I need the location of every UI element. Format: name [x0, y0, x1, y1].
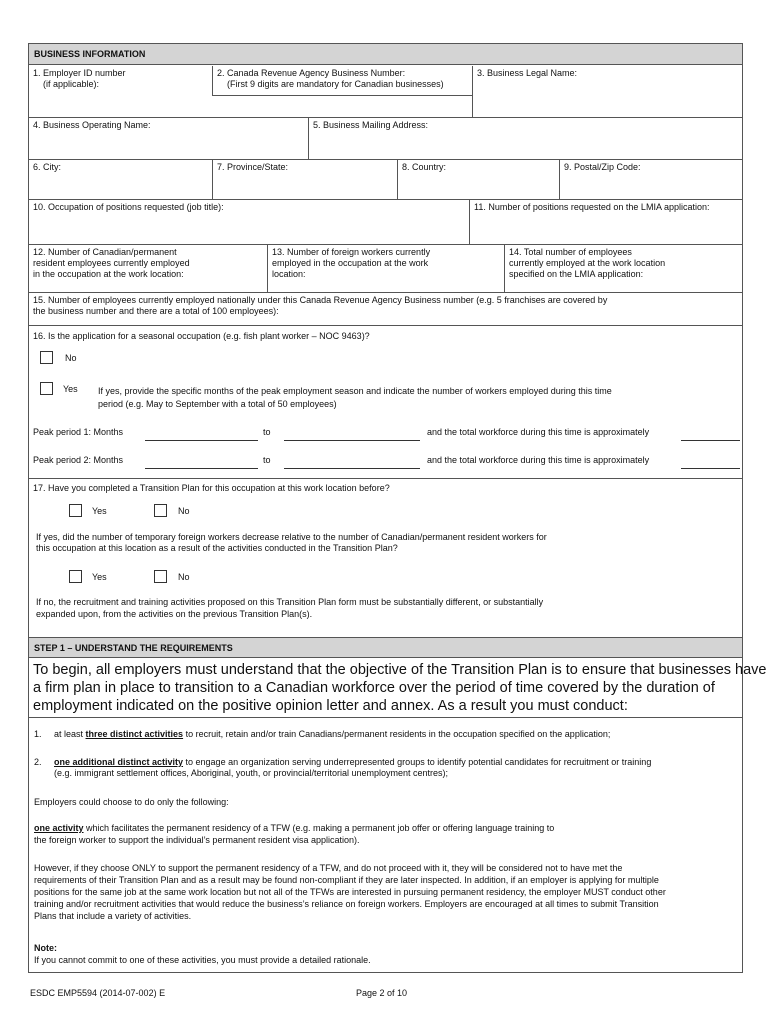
step1-intro-line-3: employment indicated on the positive opinion letter and annex. As a result you must conduct: [33, 698, 628, 714]
note-label: Note: [34, 943, 57, 953]
one-activity-emphasis: one activity [34, 823, 84, 833]
item-2-number: 2. [34, 757, 42, 767]
item-2-text [54, 757, 651, 768]
foreign-workers-label-2: employed in the occupation at the work [272, 258, 429, 268]
business-information-header: BUSINESS INFORMATION [29, 44, 742, 65]
business-mailing-address-label: 5. Business Mailing Address: [313, 120, 429, 130]
item-2-suffix: to engage an organization serving underrepresented groups to identify potential candidates for recruitment or training [183, 757, 652, 767]
however-line-2: requirements of their Transition Plan and as a result may be found non-compliant if they are later inspected. In addition, if an employer is applying for multiple [34, 875, 659, 885]
province-state-field[interactable] [212, 160, 397, 199]
peak-period-2-start-input[interactable] [145, 468, 258, 469]
peak-period-2-workforce-label: and the total workforce during this time is approximately [427, 455, 650, 465]
province-state-label: 7. Province/State: [217, 162, 289, 172]
peak-period-2-end-input[interactable] [284, 468, 420, 469]
q16-no-label: No [65, 353, 77, 363]
q16-question: 16. Is the application for a seasonal occupation (e.g. fish plant worker – NOC 9463)? [33, 331, 370, 341]
q17-no-note-1: If no, the recruitment and training activities proposed on this Transition Plan form must be substantially different, or substantially [36, 597, 544, 607]
city-label: 6. City: [33, 162, 62, 172]
step1-intro [33, 661, 767, 715]
national-employees-label-1: 15. Number of employees currently employed nationally under this Canada Revenue Agency Business number (e.g. 5 franchises are covered by [33, 295, 608, 305]
q17-followup-yes-checkbox[interactable] [69, 570, 82, 583]
however-line-1: However, if they choose ONLY to support the permanent residency of a TFW, and do not proceed with it, they will be considered not to have met the [34, 863, 623, 873]
foreign-workers-label-3: location: [272, 269, 306, 279]
cra-business-number-note: (First 9 digits are mandatory for Canadian businesses) [227, 79, 444, 89]
step1-intro-line-2: a firm plan in place to transition to a Canadian workforce over the period of time covered by the duration of [33, 680, 715, 696]
q17-yes-label: Yes [92, 506, 107, 516]
canadian-employees-label-1: 12. Number of Canadian/permanent [33, 247, 177, 257]
form-id: ESDC EMP5594 (2014-07-002) E [30, 988, 166, 998]
one-activity-suffix: which facilitates the permanent residency of a TFW (e.g. making a permanent job offer or offering language training to [83, 823, 555, 833]
item-2-line-2: (e.g. immigrant settlement offices, Aboriginal, youth, or provincial/territorial unemployment centres); [54, 768, 449, 778]
occupation-job-title-label: 10. Occupation of positions requested (job title): [33, 202, 224, 212]
note-text: If you cannot commit to one of these activities, you must provide a detailed rationale. [34, 955, 371, 965]
q17-followup-no-checkbox[interactable] [154, 570, 167, 583]
however-line-3: positions for the same job at the same work location but not all of the TFWs are interested in pursuing permanent residency, the employer MUST conduct other [34, 887, 666, 897]
business-mailing-address-field[interactable] [308, 118, 744, 159]
q17-no-checkbox[interactable] [154, 504, 167, 517]
one-activity-text [34, 823, 554, 834]
foreign-workers-label-1: 13. Number of foreign workers currently [272, 247, 431, 257]
postal-zip-code-field[interactable] [559, 160, 744, 199]
city-field[interactable] [29, 160, 212, 199]
national-employees-label-2: the business number and there are a total of 100 employees): [33, 306, 279, 316]
however-line-5: Plans that include a variety of activities. [34, 911, 192, 921]
item-2-emphasis: one additional distinct activity [54, 757, 184, 767]
country-field[interactable] [397, 160, 559, 199]
however-line-4: training and/or recruitment activities that would reduce the business’s reliance on foreign workers. Employers are encouraged at all times to submit Transition [34, 899, 659, 909]
transition-plan-form [28, 43, 767, 973]
q17-no-label: No [178, 506, 190, 516]
peak-period-2-workforce-input[interactable] [681, 468, 740, 469]
q17-followup-question-1: If yes, did the number of temporary foreign workers decrease relative to the number of Canadian/permanent resident workers for [36, 532, 547, 542]
q16-yes-checkbox[interactable] [40, 382, 53, 395]
occupation-job-title-field[interactable] [29, 200, 469, 244]
peak-period-1-end-input[interactable] [284, 440, 420, 441]
business-legal-name-label: 3. Business Legal Name: [477, 68, 578, 78]
q17-followup-question-2: this occupation at this location as a result of the activities conducted in the Transition Plan? [36, 543, 398, 553]
total-employees-label-3: specified on the LMIA application: [509, 269, 644, 279]
item-1-text [54, 729, 610, 740]
peak-period-1-start-input[interactable] [145, 440, 258, 441]
step1-header: STEP 1 – UNDERSTAND THE REQUIREMENTS [29, 637, 742, 658]
peak-period-1-to-label: to [263, 427, 271, 437]
national-employees-field[interactable] [29, 293, 744, 325]
q17-yes-checkbox[interactable] [69, 504, 82, 517]
cra-business-number-field[interactable] [212, 66, 472, 96]
q16-yes-instructions-1: If yes, provide the specific months of the peak employment season and indicate the number of workers employed during this time [98, 386, 612, 396]
peak-period-2-label: Peak period 2: Months [33, 455, 124, 465]
business-operating-name-label: 4. Business Operating Name: [33, 120, 151, 130]
employer-id-field[interactable] [29, 66, 212, 117]
total-employees-label-2: currently employed at the work location [509, 258, 666, 268]
total-employees-label-1: 14. Total number of employees [509, 247, 632, 257]
positions-requested-field[interactable] [469, 200, 744, 244]
item-1-suffix: to recruit, retain and/or train Canadians/permanent residents in the occupation specified on the application; [183, 729, 611, 739]
business-operating-name-field[interactable] [29, 118, 308, 159]
foreign-workers-field[interactable] [267, 245, 504, 292]
q17-question: 17. Have you completed a Transition Plan for this occupation at this work location before? [33, 483, 390, 493]
q17-followup-no-label: No [178, 572, 190, 582]
q16-no-checkbox[interactable] [40, 351, 53, 364]
peak-period-2-to-label: to [263, 455, 271, 465]
item-1-emphasis: three distinct activities [85, 729, 184, 739]
peak-period-1-workforce-input[interactable] [681, 440, 740, 441]
total-employees-field[interactable] [504, 245, 744, 292]
peak-period-1-workforce-label: and the total workforce during this time is approximately [427, 427, 650, 437]
page-number: Page 2 of 10 [356, 988, 408, 998]
employer-id-note: (if applicable): [43, 79, 100, 89]
cra-business-number-label: 2. Canada Revenue Agency Business Number: [217, 68, 406, 78]
country-label: 8. Country: [402, 162, 447, 172]
canadian-employees-label-3: in the occupation at the work location: [33, 269, 184, 279]
one-activity-line-2: the foreign worker to support the individual’s permanent resident visa application). [34, 835, 360, 845]
q16-yes-instructions-2: period (e.g. May to September with a total of 50 employees) [98, 399, 337, 409]
item-1-prefix: at least [54, 729, 86, 739]
q17-no-note-2: expanded upon, from the activities on the previous Transition Plan(s). [36, 609, 313, 619]
postal-zip-code-label: 9. Postal/Zip Code: [564, 162, 641, 172]
employer-id-label: 1. Employer ID number [33, 68, 126, 78]
canadian-employees-field[interactable] [29, 245, 267, 292]
could-choose-text: Employers could choose to do only the following: [34, 797, 229, 807]
business-legal-name-field[interactable] [472, 66, 744, 117]
peak-period-1-label: Peak period 1: Months [33, 427, 124, 437]
step1-intro-line-1: To begin, all employers must understand that the objective of the Transition Plan is to ensure that businesses have [33, 662, 767, 678]
q16-yes-label: Yes [63, 384, 78, 394]
positions-requested-label: 11. Number of positions requested on the LMIA application: [474, 202, 710, 212]
item-1-number: 1. [34, 729, 42, 739]
canadian-employees-label-2: resident employees currently employed [33, 258, 190, 268]
q17-followup-yes-label: Yes [92, 572, 107, 582]
